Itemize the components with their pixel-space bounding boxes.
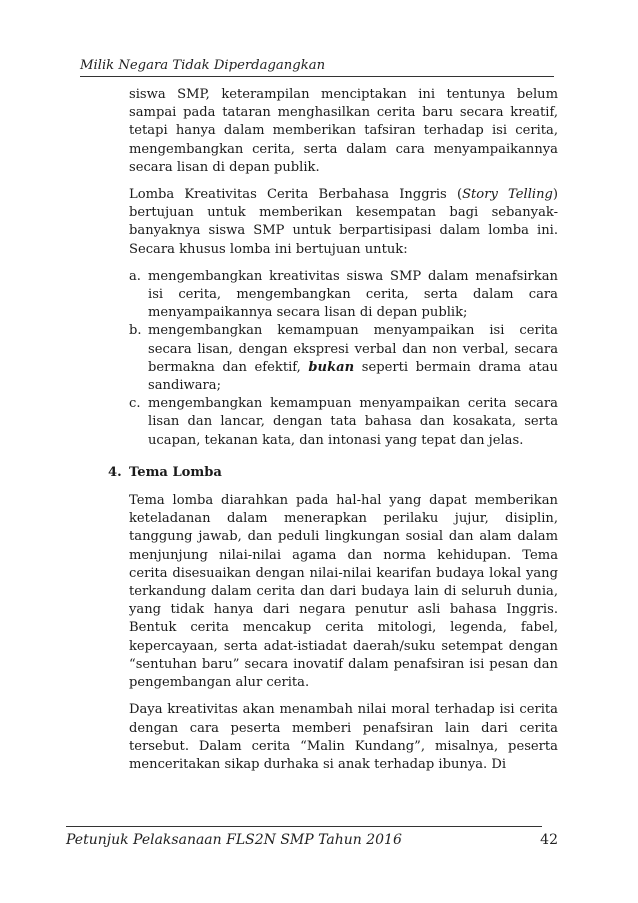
page-number: 42: [540, 832, 558, 848]
paragraph-4: Daya kreativitas akan menambah nilai moral terhadap isi cerita dengan cara peserta memberi penafsiran lain dari cerita tersebut. Dalam cerita “Malin Kundang”, misalnya, peserta menceritakan sikap durhaka si anak terhadap ibunya. Di: [129, 702, 558, 772]
running-header: Milik Negara Tidak Diperdagangkan: [80, 58, 554, 77]
footer-rule: [66, 826, 542, 827]
list-marker: a.: [129, 268, 141, 284]
section-heading: [108, 464, 558, 482]
body-text: [108, 86, 558, 783]
list-item-text-end: seperti bermain drama atau sandiwara;: [148, 359, 558, 394]
running-footer: [66, 832, 558, 848]
list-item: [129, 395, 558, 450]
paragraph-2-end: ) bertujuan untuk memberikan kesempatan bagi sebanyak-banyaknya siswa SMP untuk berpartisipasi dalam lomba ini. Secara khusus lomba ini bertujuan untuk:: [129, 187, 558, 257]
story-telling-term: Story Telling: [462, 187, 553, 203]
objectives-list: [129, 268, 558, 450]
list-item: [129, 268, 558, 323]
list-marker: b.: [129, 323, 142, 339]
list-item-text: mengembangkan kemampuan menyampaikan cerita secara lisan dan lancar, dengan tata bahasa dan kosakata, serta ucapan, tekanan kata, dan intonasi yang tepat dan jelas.: [148, 396, 558, 448]
paragraph-3: Tema lomba diarahkan pada hal-hal yang dapat memberikan keteladanan dalam menerapkan perilaku jujur, disiplin, tanggung jawab, dan peduli lingkungan sosial dan alam dalam menjunjung nilai-nilai agama dan norma kehidupan. Tema cerita disesuaikan dengan nilai-nilai kearifan budaya lokal yang terkandung dalam cerita dan dari budaya lain di seluruh dunia, yang tidak hanya dari negara penutur asli bahasa Inggris. Bentuk cerita mencakup cerita mitologi, legenda, fabel, kepercayaan, serta adat-istiadat daerah/suku setempat dengan “sentuhan baru” secara inovatif dalam penafsiran isi pesan dan pengembangan alur cerita.: [129, 493, 558, 691]
list-item-text: mengembangkan kemampuan menyampaikan isi cerita secara lisan, dengan ekspresi verbal dan non verbal, secara bermakna dan efektif,: [148, 323, 558, 375]
list-item: [129, 322, 558, 395]
footer-title: Petunjuk Pelaksanaan FLS2N SMP Tahun 2016: [66, 832, 402, 848]
list-item-text: mengembangkan kreativitas siswa SMP dalam menafsirkan isi cerita, mengembangkan cerita, serta dalam cara menyampaikannya secara lisan di depan publik;: [148, 268, 558, 321]
list-marker: c.: [129, 396, 141, 412]
emphasis-bukan: bukan: [308, 359, 355, 375]
paragraph-2: [129, 186, 558, 259]
section-number: 4.: [108, 464, 122, 480]
section-title: Tema Lomba: [129, 464, 222, 480]
paragraph-2-start: Lomba Kreativitas Cerita Berbahasa Inggris (: [129, 187, 463, 203]
paragraph-1: siswa SMP, keterampilan menciptakan ini tentunya belum sampai pada tataran menghasilkan cerita baru secara kreatif, tetapi hanya dalam memberikan tafsiran terhadap isi cerita, mengembangkan cerita, serta dalam cara menyampaikannya secara lisan di depan publik.: [129, 87, 558, 175]
